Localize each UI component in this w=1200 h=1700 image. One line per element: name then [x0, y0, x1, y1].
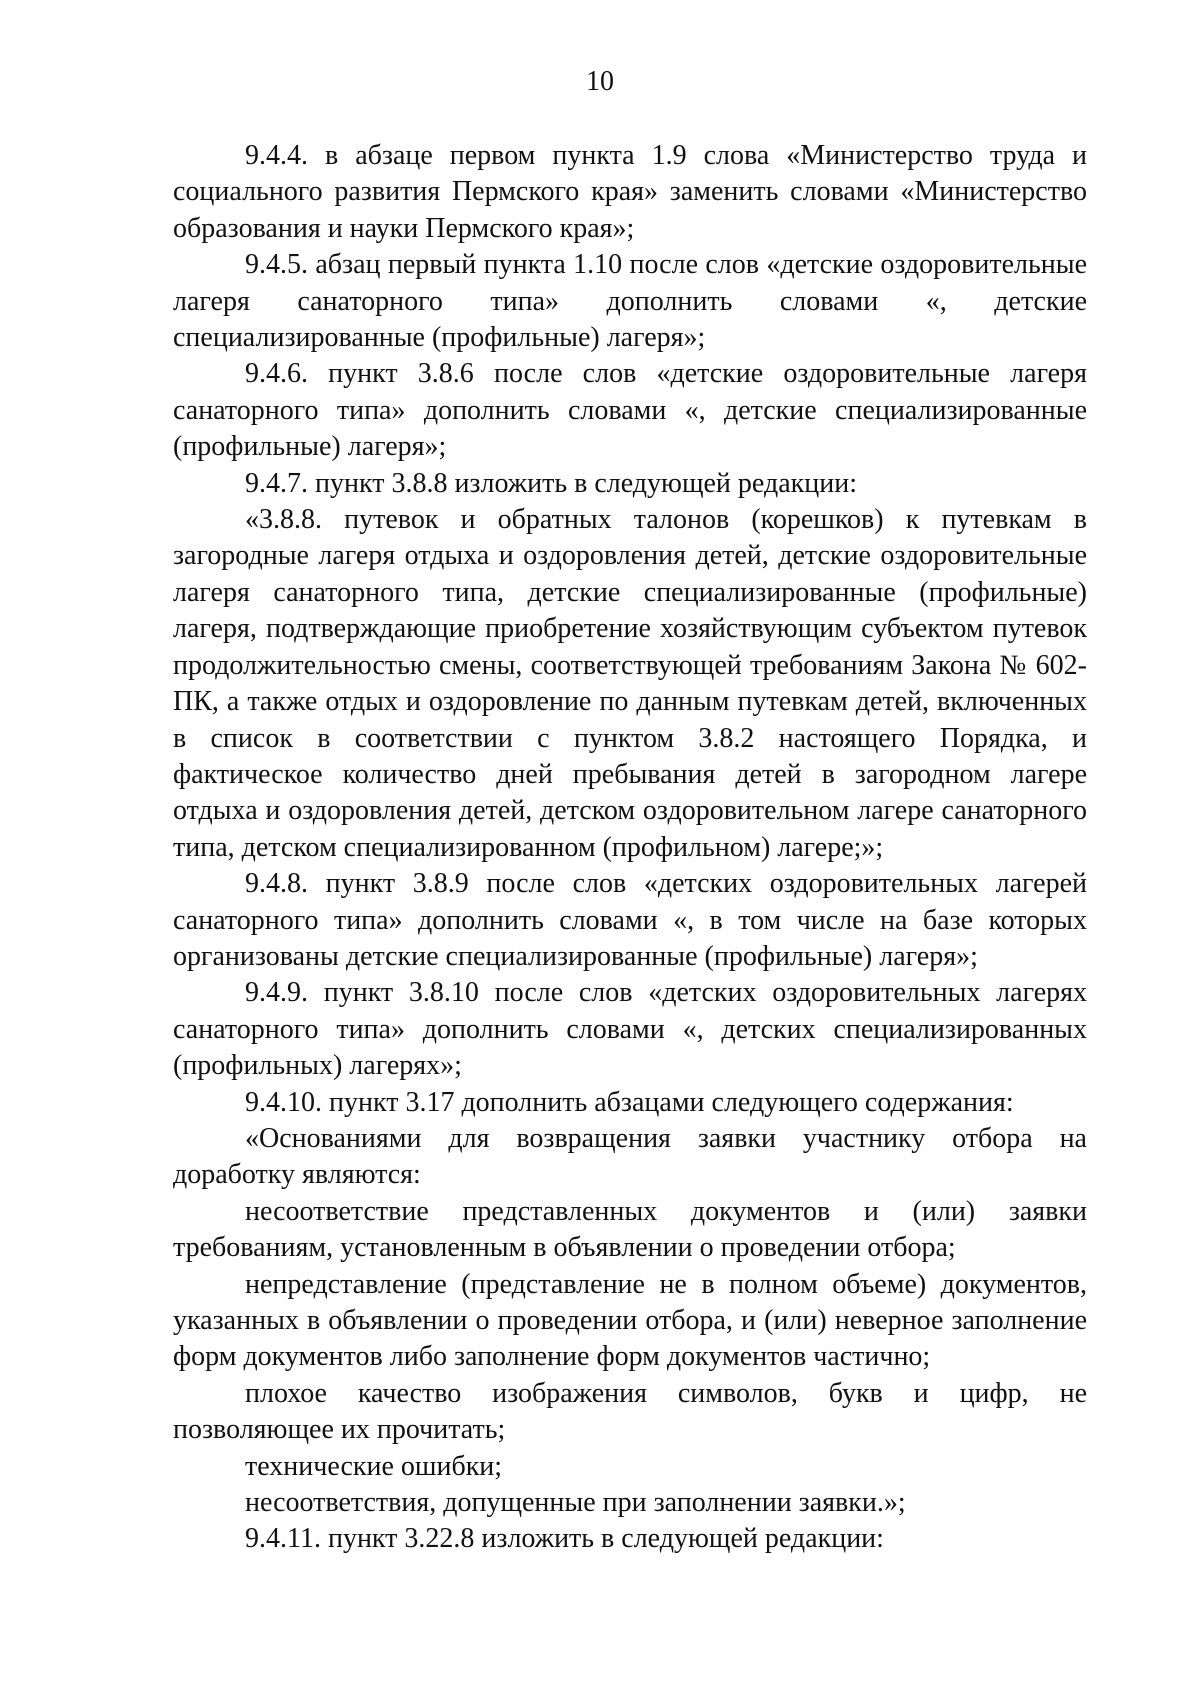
- document-body: [173, 138, 1087, 1558]
- paragraph-9-4-6: 9.4.6. пункт 3.8.6 после слов «детские оздоровительные лагеря санаторного типа» дополнить словами «, детские специализированные (профильные) лагеря»;: [173, 358, 1087, 463]
- paragraph-9-4-9: 9.4.9. пункт 3.8.10 после слов «детских оздоровительных лагерях санаторного типа» дополнить словами «, детских специализированных (профильных) лагерях»;: [173, 977, 1087, 1082]
- paragraph-ground-missing-documents: непредставление (представление не в полном объеме) документов, указанных в объявлении о проведении отбора, и (или) неверное заполнение форм документов либо заполнение форм документов частично;: [173, 1268, 1087, 1373]
- paragraph-ground-mismatch: несоответствие представленных документов и (или) заявки требованиям, установленным в объявлении о проведении отбора;: [173, 1195, 1087, 1264]
- paragraph-ground-poor-quality: плохое качество изображения символов, букв и цифр, не позволяющее их прочитать;: [173, 1377, 1087, 1446]
- paragraph-9-4-7: 9.4.7. пункт 3.8.8 изложить в следующей редакции:: [245, 467, 857, 499]
- page-number: 10: [586, 66, 614, 97]
- paragraph-ground-filling-errors: несоответствия, допущенные при заполнении заявки.»;: [245, 1487, 906, 1519]
- paragraph-9-4-8: 9.4.8. пункт 3.8.9 после слов «детских оздоровительных лагерей санаторного типа» дополнить словами «, в том числе на базе которых организованы детские специализированные (профильные) лагеря»;: [173, 868, 1087, 972]
- paragraph-9-4-11: 9.4.11. пункт 3.22.8 изложить в следующей редакции:: [245, 1523, 884, 1555]
- paragraph-grounds-intro: «Основаниями для возвращения заявки участнику отбора на доработку являются:: [173, 1122, 1087, 1191]
- paragraph-9-4-5: 9.4.5. абзац первый пункта 1.10 после слов «детские оздоровительные лагеря санаторного типа» дополнить словами «, детские специализированные (профильные) лагеря»;: [173, 249, 1087, 354]
- paragraph-9-4-10: 9.4.10. пункт 3.17 дополнить абзацами следующего содержания:: [245, 1086, 1014, 1118]
- paragraph-3-8-8-quote: «3.8.8. путевок и обратных талонов (корешков) к путевкам в загородные лагеря отдыха и оздоровления детей, детские оздоровительные лагеря санаторного типа, детские специализированные (профильные) лагеря, подтверждающие приобретение хозяйствующим субъектом путевок продолжительностью смены, соответствующей требованиям Закона № 602-ПК, а также отдых и оздоровление по данным путевкам детей, включенных в список в соответствии с пунктом 3.8.2 настоящего Порядка, и фактическое количество дней пребывания детей в загородном лагере отдыха и оздоровления детей, детском оздоровительном лагере санаторного типа, детском специализированном (профильном) лагере;»;: [173, 504, 1087, 863]
- paragraph-9-4-4: 9.4.4. в абзаце первом пункта 1.9 слова «Министерство труда и социального развития Пермского края» заменить словами «Министерство образования и науки Пермского края»;: [173, 140, 1087, 244]
- paragraph-ground-technical-errors: технические ошибки;: [245, 1450, 503, 1482]
